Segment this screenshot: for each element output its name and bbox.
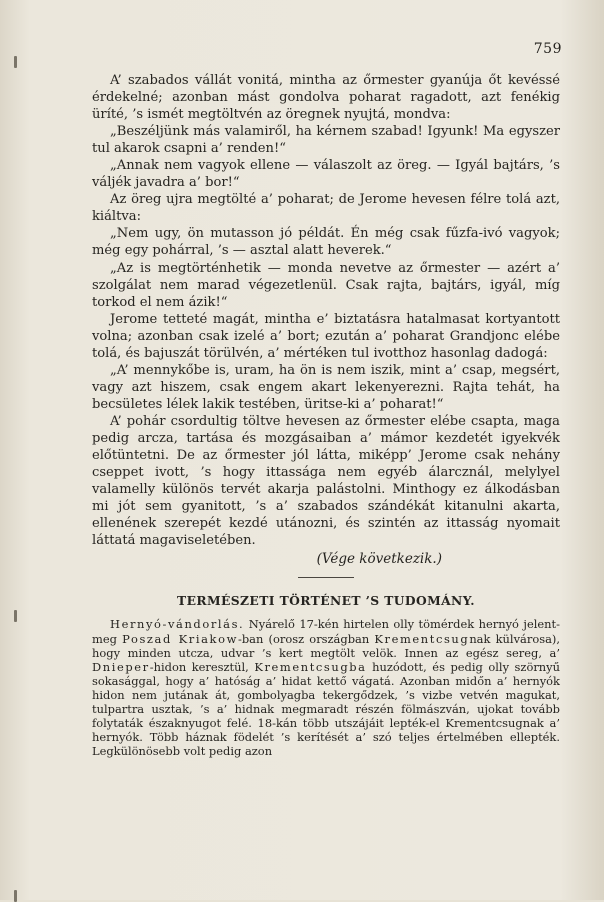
story-paragraph: „Annak nem vagyok ellene — válaszolt az öreg. — Igyál bajtárs, ’s váljék javadra a’ bor!“ xyxy=(92,158,560,191)
story-text xyxy=(92,72,560,758)
section-title: TERMÉSZETI TÖRTÉNET ’S TUDOMÁNY. xyxy=(177,593,475,609)
news-paragraph xyxy=(92,617,560,758)
news-text: huzódott, és pedig olly szörnyű sokasággal, hogy a’ hatóság a’ hidat kettő vágatá. Azonban midőn a’ hernyók hidon nem jutának át, gombolyagba tekergődzek, ’s vizbe vetvén magukat, tulpartra usztak, ’s a’ hidnak megmaradt részén fölmászván, ujokat tovább folytaták északnyugot felé. 18-kán több utszájáit lepték-el Krementcsugnak a’ hernyók. Több háznak födelét ’s kerítését a’ szó teljes értelmében ellepték. Legkülönösebb volt pedig azon xyxy=(92,659,560,759)
margin-mark xyxy=(14,56,17,68)
story-paragraph: „Nem ugy, ön mutasson jó példát. Én még csak fűzfa-ivó vagyok; még egy pohárral, ’s — asztal alatt heverek.“ xyxy=(92,226,560,259)
story-paragraph: „Az is megtörténhetik — monda nevetve az őrmester — azért a’ szolgálat nem marad végezetlenül. Csak rajta, bajtárs, igyál, míg torkod el nem ázik!“ xyxy=(92,260,560,310)
news-text: -ban (orosz országban xyxy=(237,631,375,646)
place-name: Poszad Kriakow xyxy=(122,631,238,646)
place-name: Dnieper xyxy=(92,659,150,674)
story-paragraph: „Beszéljünk más valamiről, ha kérnem szabad! Igyunk! Ma egyszer tul akarok csapni a’ renden!“ xyxy=(92,124,560,157)
margin-mark xyxy=(14,610,17,622)
section-divider xyxy=(298,577,354,578)
story-paragraph: A’ pohár csordultig töltve hevesen az őrmester elébe csapta, maga pedig arcza, tartása és mozgásaiban a’ mámor kezdetét igyekvék előtüntetni. De az őrmester jól látta, miképp’ Jerome csak nehány cseppet ivott, ’s hogy ittassága nem egyéb álarcznál, melylyel valamelly különös tervét akarja palástolni. Minthogy ez álkodásban mi jót sem gyanitott, ’s a’ szabados szándékát kitanulni akarta, ellenének szerepét kezdé utánozni, és szintén az ittasság nyomait láttatá magaviseletében. xyxy=(92,413,560,549)
continuation-note: (Vége következik.) xyxy=(316,551,442,568)
news-text: nak külvárosa), hogy minden utcza, udvar ’s kert megtölt velök. Innen az egész sereg, a’ xyxy=(92,631,560,660)
news-lead: Hernyó-vándorlás. xyxy=(110,617,245,632)
story-paragraph: Az öreg ujra megtölté a’ poharat; de Jerome hevesen félre tolá azt, kiáltva: xyxy=(92,192,560,225)
news-text: Nyárelő 17-kén hirtelen olly tömérdek hernyó jelent-meg xyxy=(92,617,560,646)
place-name: Krementcsugba xyxy=(254,659,367,674)
news-text: -hidon keresztül, xyxy=(149,659,255,674)
margin-mark xyxy=(14,890,17,902)
story-paragraph: Jerome tetteté magát, mintha e’ biztatásra hatalmasat kortyantott volna; azonban csak izelé a’ bort; ezután a’ poharat Grandjonc elébe tolá, és bajuszát törülvén, a’ mértéken tul ivotthoz hasonlag dadogá: xyxy=(92,311,560,361)
page-number: 759 xyxy=(533,41,562,57)
story-paragraph: A’ szabados vállát vonitá, mintha az őrmester gyanúja őt kevéssé érdekelné; azonban mást gondolva poharat ragadott, azt fenékig üríté, ’s ismét megtöltvén az öregnek nyujtá, mondva: xyxy=(92,73,560,123)
place-name: Krementcsug xyxy=(374,631,470,646)
story-paragraph: „A’ mennykőbe is, uram, ha ön is nem iszik, mint a’ csap, megsért, vagy azt hiszem, csak engem akart lekenyerezni. Rajta tehát, ha becsületes lélek lakik testében, üritse-ki a’ poharat!“ xyxy=(92,362,560,412)
news-item xyxy=(92,617,560,758)
